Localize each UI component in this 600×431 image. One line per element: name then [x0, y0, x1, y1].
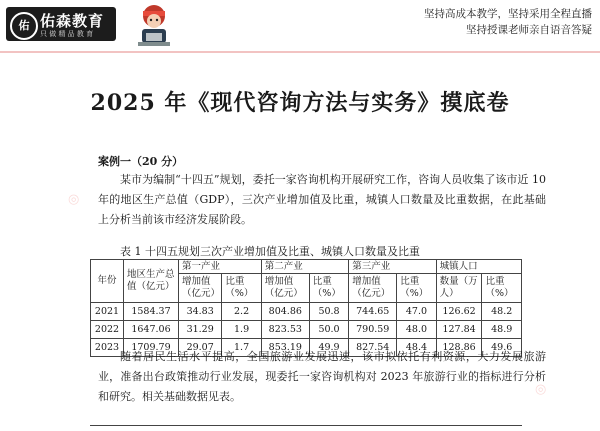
page-title: 2025 年《现代咨询方法与实务》摸底卷	[90, 90, 510, 116]
col-header-primary: 第一产业	[179, 260, 262, 274]
cell-gdp: 1709.79	[124, 339, 179, 357]
col-header-secondary: 第二产业	[261, 260, 348, 274]
cell-secondary-value: 853.19	[261, 339, 309, 357]
cell-gdp: 1584.37	[124, 303, 179, 321]
cell-urban-share: 49.6	[482, 339, 522, 357]
cell-secondary-share: 49.9	[309, 339, 348, 357]
cell-tertiary-value: 790.59	[349, 321, 397, 339]
promo-text	[424, 6, 592, 38]
brand-name: 佑森教育	[40, 12, 105, 30]
col-header-urban: 城镇人口	[436, 260, 521, 274]
brand-slogan: 只 做 精 品 教 育	[40, 30, 94, 38]
cell-tertiary-share: 47.0	[397, 303, 436, 321]
watermark-right: ◎	[535, 382, 547, 397]
cell-urban-share: 48.2	[482, 303, 522, 321]
promo-line-1: 坚持高成本教学，坚持采用全程直播	[424, 8, 592, 20]
cell-urban-quantity: 127.84	[436, 321, 482, 339]
subheader-urban-quantity: 数量（万人）	[436, 274, 482, 303]
cell-primary-share: 1.9	[222, 321, 261, 339]
subheader-secondary-share: 比重（%）	[309, 274, 348, 303]
cell-primary-share: 2.2	[222, 303, 261, 321]
cell-urban-quantity: 128.86	[436, 339, 482, 357]
subheader-secondary-value: 增加值（亿元）	[261, 274, 309, 303]
cell-year: 2022	[91, 321, 124, 339]
cell-secondary-value: 823.53	[261, 321, 309, 339]
table-row	[91, 303, 522, 321]
subheader-primary-value: 增加值（亿元）	[179, 274, 222, 303]
case-heading: 案例一（20 分）	[98, 155, 184, 168]
cell-urban-quantity: 126.62	[436, 303, 482, 321]
cell-secondary-share: 50.8	[309, 303, 348, 321]
cell-tertiary-share: 48.4	[397, 339, 436, 357]
header-divider	[0, 51, 600, 53]
cell-primary-value: 34.83	[179, 303, 222, 321]
subheader-urban-share: 比重（%）	[482, 274, 522, 303]
cell-gdp: 1647.06	[124, 321, 179, 339]
col-header-gdp: 地区生产总值（亿元）	[124, 260, 179, 303]
table-caption: 表 1 十四五规划三次产业增加值及比重、城镇人口数量及比重	[120, 245, 420, 258]
cell-year: 2021	[91, 303, 124, 321]
cell-year: 2023	[91, 339, 124, 357]
subheader-primary-share: 比重（%）	[222, 274, 261, 303]
brand-logo	[6, 7, 116, 41]
case-paragraph-2: 随着居民生活水平提高，全国旅游业发展迅速，该市拟依托有利资源，大力发展旅游业，准备出台政策推动行业发展，现委托一家咨询机构对 2023 年旅游行业的指标进行分析和研究。相关基础数据见表。	[98, 350, 546, 403]
cell-tertiary-value: 827.54	[349, 339, 397, 357]
cell-secondary-share: 50.0	[309, 321, 348, 339]
col-header-year: 年份	[91, 260, 124, 303]
cell-primary-value: 31.29	[179, 321, 222, 339]
subheader-tertiary-value: 增加值（亿元）	[349, 274, 397, 303]
mascot-icon	[132, 2, 176, 48]
promo-line-2: 坚持授课老师亲自语音答疑	[466, 24, 592, 36]
cell-urban-share: 48.9	[482, 321, 522, 339]
case-paragraph-1: 某市为编制“十四五”规划，委托一家咨询机构开展研究工作，咨询人员收集了该市近 10 年的地区生产总值（GDP），三次产业增加值及比重，城镇人口数量及比重数据，在此基础上分析当前该市经济发展阶段。	[98, 173, 546, 226]
col-header-tertiary: 第三产业	[349, 260, 436, 274]
page-header	[0, 0, 600, 50]
next-table-edge	[90, 425, 522, 431]
cell-secondary-value: 804.86	[261, 303, 309, 321]
cell-tertiary-value: 744.65	[349, 303, 397, 321]
cell-primary-share: 1.7	[222, 339, 261, 357]
industry-data-table	[90, 259, 522, 357]
watermark-left: ◎	[68, 192, 80, 207]
cell-tertiary-share: 48.0	[397, 321, 436, 339]
brand-mark-icon: 佑	[10, 12, 38, 40]
subheader-tertiary-share: 比重（%）	[397, 274, 436, 303]
table-row	[91, 321, 522, 339]
cell-primary-value: 29.07	[179, 339, 222, 357]
